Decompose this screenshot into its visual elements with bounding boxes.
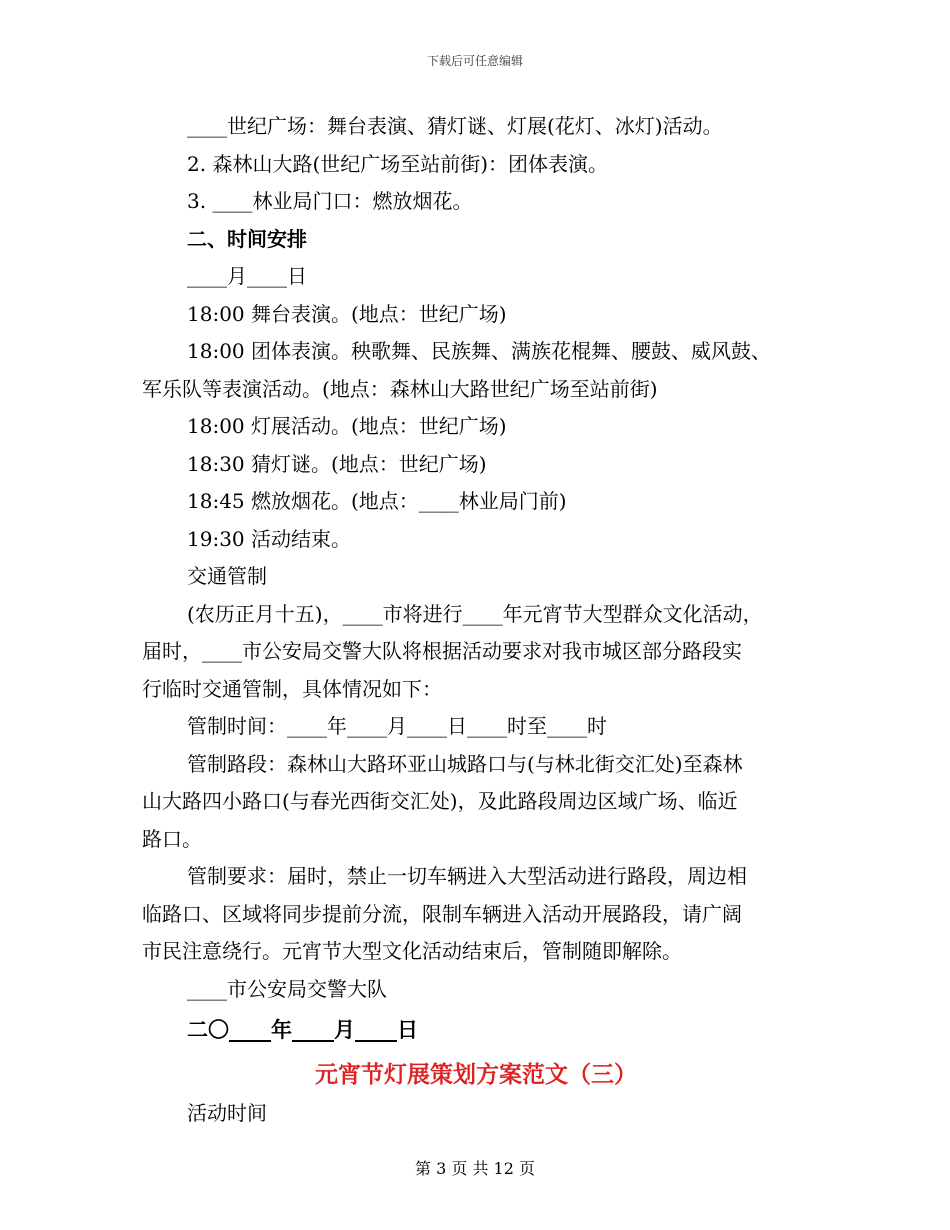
paragraph-line: 管制时间：____年____月____日____时至____时 (187, 714, 607, 738)
paragraph-line: 18:30 猜灯谜。(地点：世纪广场) (187, 451, 487, 476)
paragraph-line: 交通管制 (187, 564, 267, 588)
page-footer: 第 3 页 共 12 页 (415, 1159, 535, 1178)
paragraph-line: 市民注意绕行。元宵节大型文化活动结束后，管制随即解除。 (142, 939, 682, 963)
paragraph-line: 军乐队等表演活动。(地点：森林山大路世纪广场至站前街) (142, 376, 658, 401)
paragraph-line: 行临时交通管制，具体情况如下： (142, 676, 442, 701)
paragraph-line: (农历正月十五)，____市将进行____年元宵节大型群众文化活动， (187, 601, 763, 626)
signature-date: 二〇____年____月____日 (187, 1017, 418, 1042)
paragraph-line: ____月____日 (187, 264, 307, 288)
paragraph-line: 18:00 舞台表演。(地点：世纪广场) (187, 301, 507, 326)
paragraph-line: 管制路段：森林山大路环亚山城路口与(与林北街交汇处)至森林 (187, 751, 743, 776)
document-body (142, 108, 810, 1132)
section-title: 元宵节灯展策划方案范文（三） (315, 1060, 637, 1088)
paragraph-line: 临路口、区域将同步提前分流，限制车辆进入活动开展路段，请广阔 (142, 901, 742, 926)
paragraph-line: 19:30 活动结束。 (187, 526, 351, 551)
signature-line: ____市公安局交警大队 (187, 976, 387, 1001)
paragraph-line: 管制要求：届时，禁止一切车辆进入大型活动进行路段，周边相 (187, 864, 747, 888)
paragraph-line: 届时，____市公安局交警大队将根据活动要求对我市城区部分路段实 (142, 639, 742, 663)
paragraph-line: 路口。 (142, 826, 202, 851)
paragraph-line: 2. 森林山大路(世纪广场至站前街)：团体表演。 (187, 151, 609, 176)
section-heading: 二、时间安排 (187, 226, 307, 251)
paragraph-line: 活动时间 (187, 1100, 267, 1125)
paragraph-line: 3. ____林业局门口：燃放烟花。 (187, 189, 473, 213)
paragraph-line: 18:00 灯展活动。(地点：世纪广场) (187, 414, 507, 438)
page-header: 下载后可任意编辑 (426, 54, 523, 68)
paragraph-line: 山大路四小路口(与春光西街交汇处)，及此路段周边区域广场、临近 (142, 789, 738, 813)
paragraph-line: ____世纪广场：舞台表演、猜灯谜、灯展(花灯、冰灯)活动。 (187, 114, 723, 138)
paragraph-line: 18:00 团体表演。秧歌舞、民族舞、满族花棍舞、腰鼓、威风鼓、 (187, 339, 771, 363)
paragraph-line: 18:45 燃放烟花。(地点：____林业局门前) (187, 489, 567, 513)
